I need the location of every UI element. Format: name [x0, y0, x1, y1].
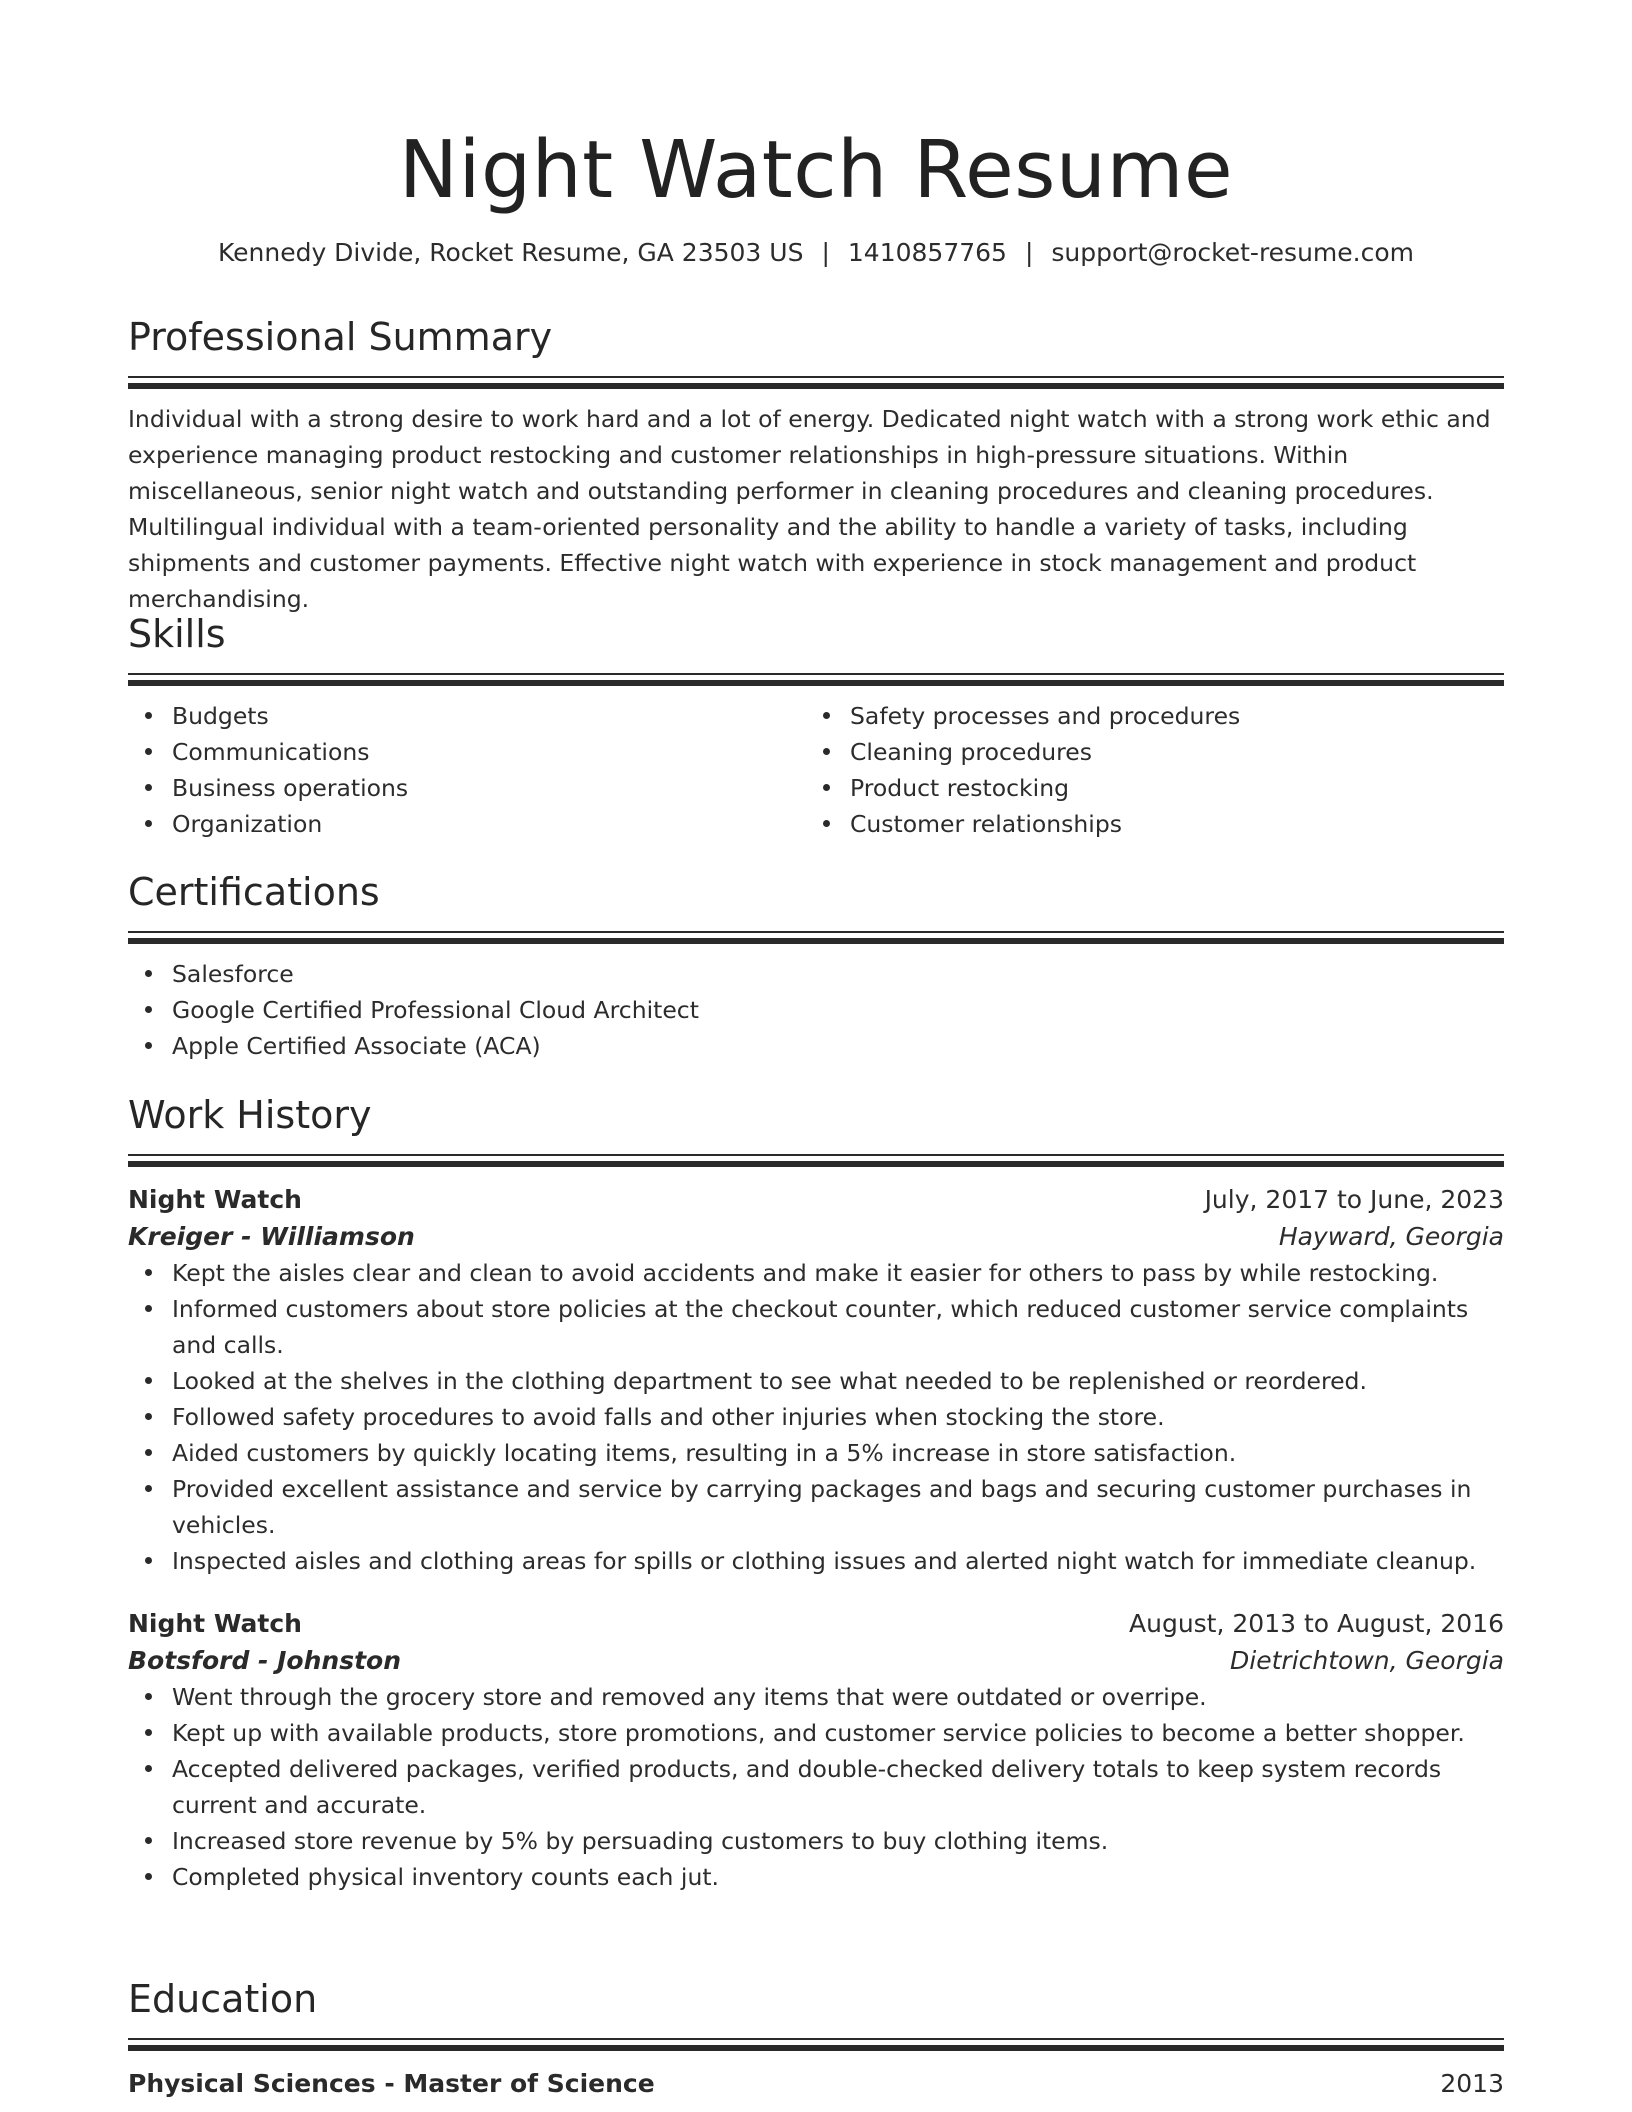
job-duty-item: Kept up with available products, store promotions, and customer service policies to become a better shopper. [172, 1715, 1504, 1751]
section-divider [128, 1154, 1504, 1167]
resume-name: Night Watch Resume [398, 124, 1234, 216]
work-history-section [128, 1092, 1504, 1895]
summary-section [128, 314, 1504, 617]
job-duty-item: Inspected aisles and clothing areas for spills or clothing issues and alerted night watch for immediate cleanup. [172, 1543, 1504, 1579]
contact-separator: | [821, 238, 830, 267]
education-section [128, 1976, 1504, 2102]
certification-item: Google Certified Professional Cloud Architect [172, 992, 1504, 1028]
job-company: Kreiger - Williamson [128, 1222, 415, 1251]
job-dates: July, 2017 to June, 2023 [1204, 1185, 1504, 1214]
job-subheader-row [128, 1218, 1504, 1255]
certification-item: Salesforce [172, 956, 1504, 992]
section-divider [128, 673, 1504, 686]
job-duty-item: Accepted delivered packages, verified products, and double-checked delivery totals to keep system records current and accurate. [172, 1751, 1504, 1823]
job-header-row [128, 1181, 1504, 1218]
job-duty-item: Looked at the shelves in the clothing department to see what needed to be replenished or reordered. [172, 1363, 1504, 1399]
contact-line [128, 236, 1504, 270]
contact-separator: | [1024, 238, 1034, 267]
job-duty-item: Provided excellent assistance and service by carrying packages and bags and securing customer purchases in vehicles. [172, 1471, 1504, 1543]
skill-item: Safety processes and procedures [850, 698, 1484, 734]
summary-text: Individual with a strong desire to work hard and a lot of energy. Dedicated night watch with a strong work ethic and experience managing product restocking and customer relationships in high-pressure situations. Within miscellaneous, senior night watch and outstanding performer in cleaning procedures and cleaning procedures. Multilingual individual with a team-oriented personality and the ability to handle a variety of tasks, including shipments and customer payments. Effective night watch with experience in stock management and product merchandising. [128, 405, 1491, 613]
certifications-section [128, 869, 1504, 1064]
section-divider [128, 2038, 1504, 2051]
job-duty-item: Increased store revenue by 5% by persuading customers to buy clothing items. [172, 1823, 1504, 1859]
job-duty-item: Went through the grocery store and removed any items that were outdated or overripe. [172, 1679, 1504, 1715]
section-title-skills: Skills [128, 612, 226, 656]
skill-item: Budgets [172, 698, 806, 734]
contact-address: Kennedy Divide, Rocket Resume, GA 23503 US [217, 238, 804, 267]
section-title-work-history: Work History [128, 1093, 372, 1137]
skills-column-right [806, 698, 1484, 842]
job-duty-item: Followed safety procedures to avoid falls and other injuries when stocking the store. [172, 1399, 1504, 1435]
contact-phone: 1410857765 [847, 238, 1007, 267]
job-entry [128, 1181, 1504, 1579]
job-dates: August, 2013 to August, 2016 [1129, 1609, 1504, 1638]
section-title-summary: Professional Summary [128, 315, 553, 359]
skill-item: Organization [172, 806, 806, 842]
job-company: Botsford - Johnston [128, 1646, 401, 1675]
job-duty-item: Kept the aisles clear and clean to avoid accidents and make it easier for others to pass by while restocking. [172, 1255, 1504, 1291]
education-year: 2013 [1440, 2069, 1504, 2098]
section-title-education: Education [128, 1977, 318, 2021]
job-entry [128, 1605, 1504, 1895]
education-degree: Physical Sciences - Master of Science [128, 2069, 655, 2098]
job-location: Dietrichtown, Georgia [1230, 1646, 1504, 1675]
job-title: Night Watch [128, 1609, 302, 1638]
skills-section [128, 611, 1504, 842]
skills-column-left [128, 698, 806, 842]
section-divider [128, 376, 1504, 389]
job-duties [128, 1255, 1504, 1579]
job-duty-item: Completed physical inventory counts each jut. [172, 1859, 1504, 1895]
skill-item: Communications [172, 734, 806, 770]
job-header-row [128, 1605, 1504, 1642]
job-duty-item: Informed customers about store policies at the checkout counter, which reduced customer service complaints and calls. [172, 1291, 1504, 1363]
section-title-certifications: Certifications [128, 870, 380, 914]
resume-page [128, 0, 1504, 2098]
skill-item: Business operations [172, 770, 806, 806]
contact-email: support@rocket-resume.com [1051, 238, 1415, 267]
skills-grid [128, 698, 1504, 842]
job-duties [128, 1679, 1504, 1895]
job-duty-item: Aided customers by quickly locating items, resulting in a 5% increase in store satisfaction. [172, 1435, 1504, 1471]
skill-item: Customer relationships [850, 806, 1484, 842]
section-divider [128, 931, 1504, 944]
education-row [128, 2065, 1504, 2102]
skill-item: Cleaning procedures [850, 734, 1484, 770]
job-location: Hayward, Georgia [1278, 1222, 1504, 1251]
certification-item: Apple Certified Associate (ACA) [172, 1028, 1504, 1064]
job-title: Night Watch [128, 1185, 302, 1214]
skill-item: Product restocking [850, 770, 1484, 806]
job-subheader-row [128, 1642, 1504, 1679]
